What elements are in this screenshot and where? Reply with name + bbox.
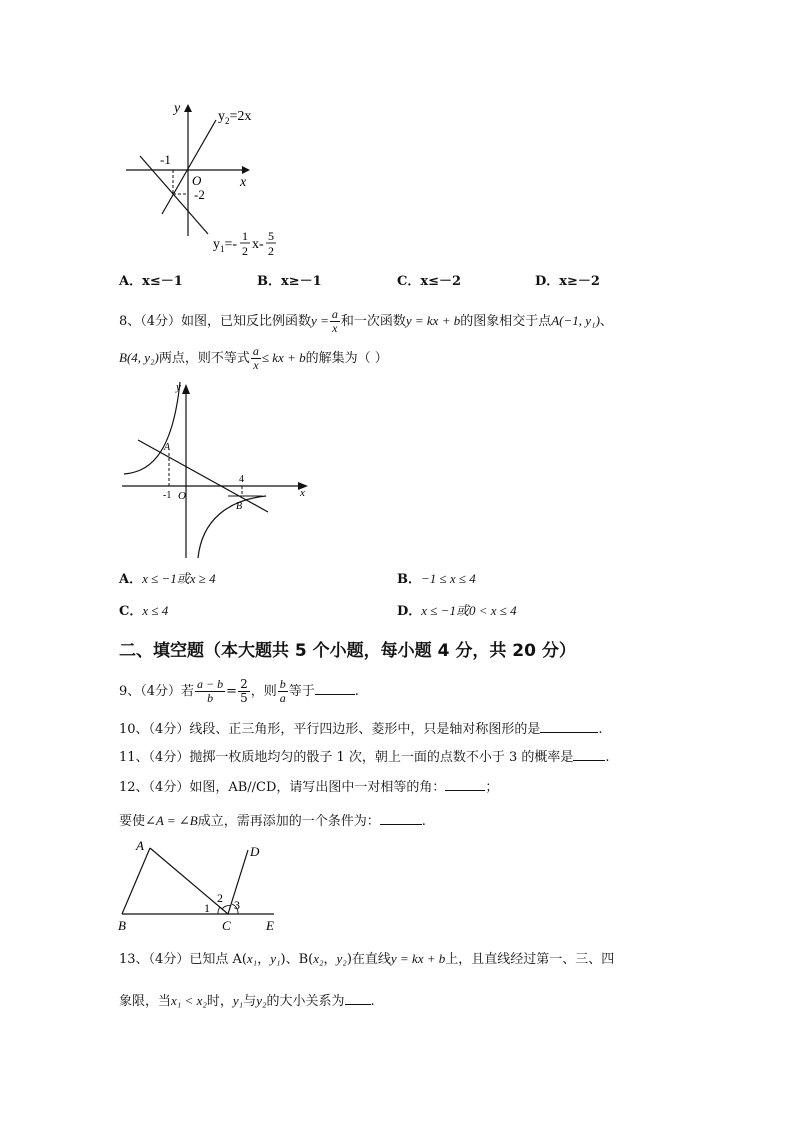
fig7-y2-label: $y_2=2x$ xyxy=(218,109,252,126)
q9-frac3-num: b xyxy=(279,677,286,691)
q8-option-d xyxy=(397,602,517,621)
q8-frac xyxy=(330,308,340,335)
q8-ineq-frac xyxy=(251,345,261,372)
q8-option-a xyxy=(119,570,216,589)
q8-option-a-label: A． xyxy=(119,572,143,587)
q8-comma: 、 xyxy=(599,314,613,329)
q9-frac2 xyxy=(238,678,250,705)
q8-option-a-text: x ≤ −1或x ≥ 4 xyxy=(142,571,216,586)
q12-line1-end: ； xyxy=(485,780,499,795)
fig7-y-arrow xyxy=(184,104,192,112)
q8-ineq-num: a xyxy=(252,344,259,358)
fig12-label-c: C xyxy=(222,918,231,933)
q9-frac3 xyxy=(278,678,288,705)
q8-linear: y = kx + b xyxy=(405,313,461,328)
q12-line2-math: ∠A = ∠B xyxy=(145,813,198,828)
q13-line2-post: 的大小关系为 xyxy=(266,994,345,1009)
q8-option-d-text: x ≤ −1或0 < x ≤ 4 xyxy=(421,603,517,618)
q9-answer-blank xyxy=(315,682,355,695)
q8-option-d-label: D． xyxy=(397,604,422,619)
q13-line2-end: . xyxy=(370,994,375,1009)
fig7-minus1-label: -1 xyxy=(160,152,171,167)
q8-option-c-text: x ≤ 4 xyxy=(142,603,169,618)
q8-option-b-text: −1 ≤ x ≤ 4 xyxy=(421,571,476,586)
q9-prefix: 9、（4分）若 xyxy=(119,684,195,699)
q13-yb: y₂ xyxy=(256,993,267,1008)
q11-end: . xyxy=(605,750,610,765)
fig8-y-label: y xyxy=(176,381,181,393)
fig7-origin-label: O xyxy=(192,173,202,188)
q9-suffix: 等于 xyxy=(288,684,315,699)
q8-ineq-den: x xyxy=(253,358,259,372)
q13-y2: y₂ xyxy=(336,951,347,966)
q7-option-a: A．x≤－1 xyxy=(119,274,183,289)
q13-line-eq: y = kx + b xyxy=(390,951,446,966)
q12-line1 xyxy=(119,778,498,797)
q8-prefix: 8、（4分）如图，已知反比例函数 xyxy=(119,314,312,329)
q9-frac1-num: a − b xyxy=(197,677,224,691)
q12-figure xyxy=(114,836,290,938)
q7-option-d: D．x≥－2 xyxy=(535,274,600,289)
q9-line xyxy=(119,678,359,705)
fig8-line xyxy=(138,440,268,512)
q12-line2-post: 成立，需再添加的一个条件为： xyxy=(197,814,380,829)
fig12-angle-arc-1 xyxy=(218,907,220,914)
q13-c1: ， xyxy=(257,952,271,967)
fig7-y1-frac2-num: 5 xyxy=(268,229,274,243)
q8-y-eq: y = xyxy=(311,313,329,328)
q13-line2-pre: 象限，当 xyxy=(119,994,172,1009)
q8-line2 xyxy=(119,345,388,372)
q11-answer-blank xyxy=(573,748,605,761)
fig8-hyperbola-left xyxy=(124,382,180,474)
q8-frac-num: a xyxy=(331,307,338,321)
q7-option-c: C．x≤－2 xyxy=(397,274,462,289)
q8-figure xyxy=(116,378,316,562)
fig7-y1-label: $y_1=-$ xyxy=(213,237,238,254)
q12-line2-end: . xyxy=(421,814,426,829)
q8-option-b xyxy=(397,570,476,589)
q8-option-b-label: B． xyxy=(397,572,421,587)
q8-point-a: A(−1, y₁) xyxy=(551,313,600,328)
fig12-label-1: 1 xyxy=(204,901,210,915)
q11-line xyxy=(119,748,610,767)
fig12-line-ab xyxy=(122,848,150,914)
q10-end: . xyxy=(598,722,603,737)
q13-x2: x₂ xyxy=(313,951,324,966)
fig8-point-b-label: B xyxy=(236,501,243,512)
q8-mid3: 两点，则不等式 xyxy=(158,351,250,366)
section-2-heading: 二、填空题（本大题共 5 个小题，每小题 4 分，共 20 分） xyxy=(119,641,576,661)
q13-line2-mid2: 与 xyxy=(243,994,257,1009)
fig7-y-label: y xyxy=(174,101,181,116)
q13-line2-mid: 时， xyxy=(206,994,233,1009)
q8-option-c xyxy=(119,602,168,621)
fig7-x-label: x xyxy=(240,175,247,190)
q13-y1: y₁ xyxy=(270,951,281,966)
q9-frac2-den: 5 xyxy=(240,691,248,705)
fig12-label-2: 2 xyxy=(217,891,223,905)
q8-mid: 和一次函数 xyxy=(340,314,406,329)
q13-answer-blank xyxy=(345,992,371,1005)
q8-mid2: 的图象相交于点 xyxy=(460,314,552,329)
q13-line1 xyxy=(119,950,614,969)
q9-eq: = xyxy=(226,684,238,699)
fig7-minus2-label: -2 xyxy=(194,187,205,202)
q8-option-c-label: C． xyxy=(119,604,143,619)
fig8-minus1-label: -1 xyxy=(163,490,172,501)
fig8-point-a-label: A xyxy=(164,442,171,453)
q7-figure xyxy=(118,96,298,266)
q12-answer-blank-2 xyxy=(380,812,422,825)
q10-line xyxy=(119,720,602,739)
fig7-y1-frac2-den: 2 xyxy=(268,244,274,258)
q9-frac1-den: b xyxy=(207,691,214,705)
fig7-y1-x: x- xyxy=(252,237,264,252)
q9-frac3-den: a xyxy=(279,691,286,705)
q9-frac2-num: 2 xyxy=(240,677,248,691)
fig12-label-e: E xyxy=(266,918,274,933)
q12-text1: 12、（4分）如图，AB//CD，请写出图中一对相等的角： xyxy=(119,780,446,795)
q12-line2 xyxy=(119,812,426,831)
q9-end: . xyxy=(354,684,359,699)
q13-ya: y₁ xyxy=(232,993,244,1008)
q8-frac-den: x xyxy=(332,321,338,335)
q13-line2 xyxy=(119,992,375,1011)
q9-frac1 xyxy=(195,678,225,705)
fig12-label-b: B xyxy=(118,918,126,933)
fig12-label-3: 3 xyxy=(234,898,240,912)
q13-c2: ， xyxy=(323,952,337,967)
q8-suffix: 的解集为（ ） xyxy=(305,351,388,366)
fig7-x-arrow xyxy=(242,166,250,174)
q13-line1-pre: 13、（4分）已知点 A( xyxy=(119,952,247,967)
q8-point-b: B(4, y₂) xyxy=(119,350,159,365)
q8-ineq-rest: ≤ kx + b xyxy=(261,350,306,365)
fig8-x-label: x xyxy=(300,487,305,499)
q13-mid2: )在直线 xyxy=(346,952,391,967)
q13-cond: x₁ < x₂ xyxy=(171,993,207,1008)
q13-mid1: )、B( xyxy=(280,952,314,967)
q12-answer-blank-1 xyxy=(445,778,485,791)
fig12-label-d: D xyxy=(250,844,260,859)
q13-line1-post: 上，且直线经过第一、三、四 xyxy=(445,952,615,967)
q10-answer-blank xyxy=(540,720,598,733)
q8-line1 xyxy=(119,308,613,335)
fig8-origin-label: O xyxy=(178,490,186,502)
q7-option-b: B．x≥－1 xyxy=(257,274,322,289)
q11-text: 11、（4分）抛掷一枚质地均匀的骰子 1 次，朝上一面的点数不小于 3 的概率是 xyxy=(119,750,574,765)
fig12-label-a: A xyxy=(136,838,144,853)
fig8-four-label: 4 xyxy=(239,474,244,485)
fig7-y1-frac1-num: 1 xyxy=(242,229,248,243)
q9-mid: ，则 xyxy=(250,684,277,699)
q10-text: 10、（4分）线段、正三角形，平行四边形、菱形中，只是轴对称图形的是 xyxy=(119,722,541,737)
fig7-line-y2 xyxy=(162,120,216,214)
fig8-y-arrow xyxy=(182,384,190,394)
fig7-y1-frac1-den: 2 xyxy=(242,244,248,258)
q13-x1: x₁ xyxy=(246,951,258,966)
q12-line2-pre: 要使 xyxy=(119,814,146,829)
